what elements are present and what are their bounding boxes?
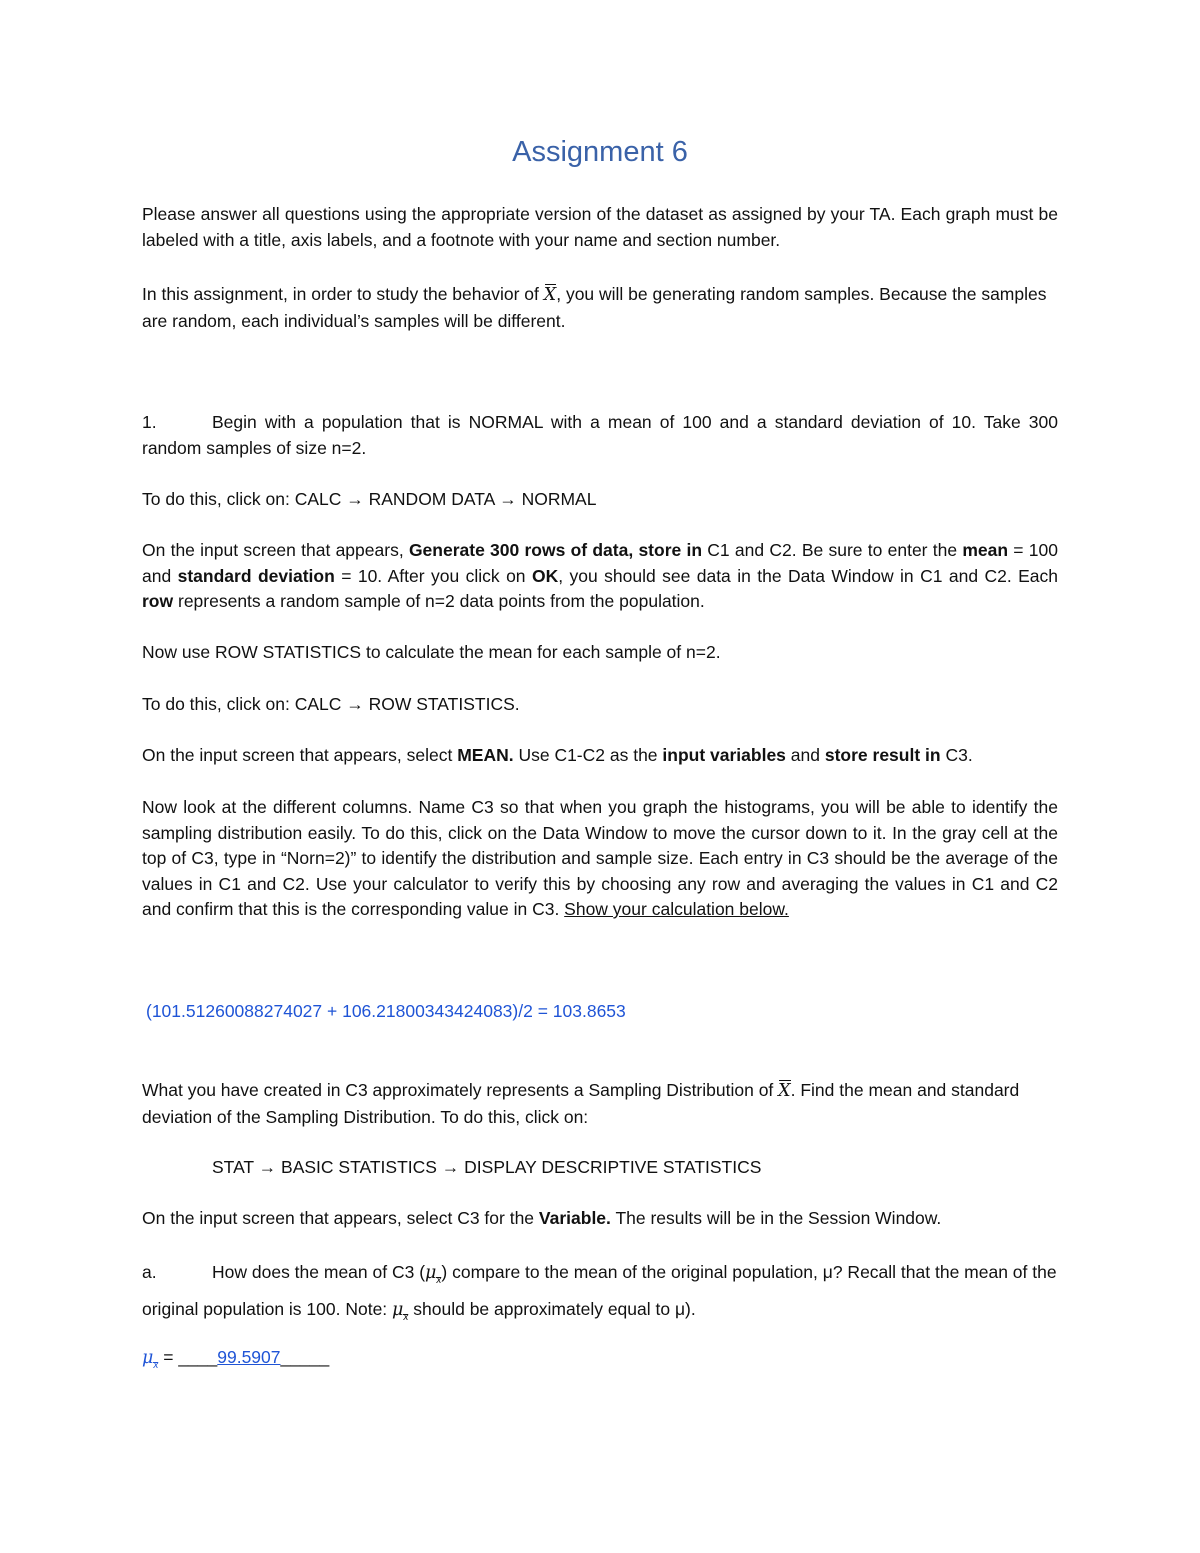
x-bar-symbol: X <box>543 285 557 305</box>
calculation-answer: (101.51260088274027 + 106.21800343424083)/2 = 103.8653 <box>146 1001 626 1021</box>
path-random-data: To do this, click on: CALC → RANDOM DATA → NORMAL <box>142 489 597 509</box>
input-screen-instructions-3: On the input screen that appears, select C3 for the Variable. The results will be in the Session Window. <box>142 1208 942 1228</box>
input-screen-instructions-1: On the input screen that appears, Generate 300 rows of data, store in C1 and C2. Be sure to enter the mean = 100 and standard deviation = 10. After you click on OK, you should see data in the Data Window in C1 and C2. Each row represents a random sample of n=2 data points from the population. <box>142 540 1059 611</box>
path-row-statistics: To do this, click on: CALC → ROW STATISTICS. <box>142 694 520 714</box>
question-label: a. <box>142 1262 157 1282</box>
path-descriptive-statistics: STAT → BASIC STATISTICS → DISPLAY DESCRIPTIVE STATISTICS <box>212 1157 762 1177</box>
intro-paragraph: Please answer all questions using the appropriate version of the dataset as assigned by your TA. Each graph must be labeled with a title, axis labels, and a footnote with your name and section number. <box>142 204 1058 250</box>
question-number: 1. <box>142 412 157 432</box>
name-c3-paragraph: Now look at the different columns. Name C3 so that when you graph the histograms, you will be able to identify the sampling distribution easily. To do this, click on the Data Window to move the cursor down to it. In the gray cell at the top of C3, type in “Norn=2)” to identify the distribution and sample size. Each entry in C3 should be the average of the values in C1 and C2. Use your calculator to verify this by choosing any row and averaging the values in C1 and C2 and confirm that this is the corresponding value in C3. Show your calculation below. <box>142 797 1058 919</box>
behavior-paragraph: In this assignment, in order to study the behavior of X, you will be generating random samples. Because the samples are random, each individual’s samples will be different. <box>142 284 1047 331</box>
show-calculation-prompt: Show your calculation below. <box>564 899 789 919</box>
question-1: 1. Begin with a population that is NORMAL with a mean of 100 and a standard deviation of 10. Take 300 random samples of size n=2. <box>142 412 1058 458</box>
mu-symbol: μ <box>425 1263 437 1283</box>
page-title: Assignment 6 <box>512 136 688 168</box>
mu-symbol: μ <box>392 1300 404 1320</box>
input-screen-instructions-2: On the input screen that appears, select MEAN. Use C1-C2 as the input variables and store result in C3. <box>142 745 973 765</box>
sampling-distribution-paragraph: What you have created in C3 approximately represents a Sampling Distribution of X. Find the mean and standard deviation of the Sampling Distribution. To do this, click on: <box>142 1080 1020 1127</box>
answer-a: $\mu_x$ = ____99.5907_____ <box>142 1347 330 1371</box>
row-statistics-instruction: Now use ROW STATISTICS to calculate the mean for each sample of n=2. <box>142 642 721 662</box>
question-a: a. How does the mean of C3 $(\mu_x)$ compare to the mean of the original population, μ? Recall that the mean of the original population is 100. Note: $\mu_x$ should be approximately equal to μ). <box>142 1258 1058 1332</box>
answer-value: 99.5907 <box>217 1347 281 1367</box>
mu-symbol: μ <box>142 1348 154 1368</box>
x-bar-symbol: X <box>778 1081 791 1101</box>
